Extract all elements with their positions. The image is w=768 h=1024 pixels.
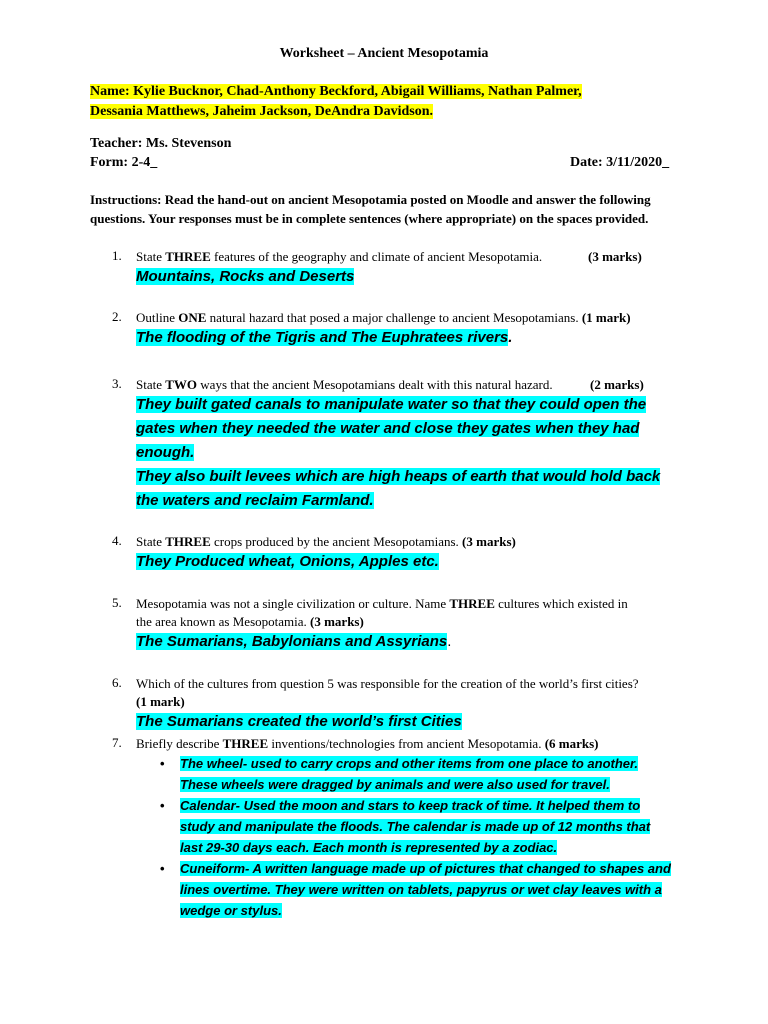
date-line: Date: 3/11/2020_ <box>570 155 670 170</box>
form-line: Form: 2-4_ <box>90 155 158 170</box>
question-text: Which of the cultures from question 5 was responsible for the creation of the world’s first cities? (1 mark) <box>136 676 639 709</box>
question-number: 3. <box>112 376 122 391</box>
question-text: State TWO ways that the ancient Mesopotamians dealt with this natural hazard. <box>136 377 553 392</box>
names-line-1: Name: Kylie Bucknor, Chad-Anthony Beckford, Abigail Williams, Nathan Palmer, <box>90 84 582 99</box>
student-names <box>90 82 582 122</box>
instructions: Instructions: Read the hand-out on ancient Mesopotamia posted on Moodle and answer the following questions. Your responses must be in complete sentences (where appropriate) on the spaces provided. <box>90 192 651 226</box>
worksheet-title: Worksheet – Ancient Mesopotamia <box>279 46 489 61</box>
question-number: 6. <box>112 675 122 690</box>
answer: They built gated canals to manipulate water so that they could open the gates when they needed the water and close they gates when they had enough. They also built levees which are high heaps of earth that would hold back the waters and reclaim Farmland. <box>136 396 661 509</box>
inventions-list <box>160 753 700 921</box>
question-text: State THREE crops produced by the ancient Mesopotamians. (3 marks) <box>136 534 516 549</box>
list-item: • The wheel- used to carry crops and other items from one place to another. These wheels were dragged by animals and were also used for travel. <box>160 753 700 795</box>
list-item: • Cuneiform- A written language made up of pictures that changed to shapes and lines overtime. They were written on tablets, papyrus or wet clay leaves with a wedge or stylus. <box>160 858 700 921</box>
question-number: 7. <box>112 735 122 750</box>
names-line-2: Dessania Matthews, Jaheim Jackson, DeAndra Davidson. <box>90 104 434 119</box>
question-number: 5. <box>112 595 122 610</box>
question-number: 4. <box>112 533 122 548</box>
bullet-icon: • <box>160 756 165 771</box>
teacher-line: Teacher: Ms. Stevenson <box>90 136 232 151</box>
list-item: • Calendar- Used the moon and stars to keep track of time. It helped them to study and manipulate the floods. The calendar is made up of 12 months that last 29-30 days each. Each month is represented by a zodiac. <box>160 795 700 858</box>
question-number: 1. <box>112 248 122 263</box>
bullet-icon: • <box>160 798 165 813</box>
question-marks: (3 marks) <box>588 249 642 264</box>
bullet-icon: • <box>160 861 165 876</box>
question-marks: (2 marks) <box>590 377 644 392</box>
answer: Mountains, Rocks and Deserts <box>136 268 355 285</box>
answer: The flooding of the Tigris and The Euphratees rivers. <box>136 329 513 346</box>
question-text: Mesopotamia was not a single civilization or culture. Name THREE cultures which existed in the area known as Mesopotamia. (3 marks) <box>136 596 628 629</box>
question-text: State THREE features of the geography and climate of ancient Mesopotamia. <box>136 249 543 264</box>
question-text: Briefly describe THREE inventions/technologies from ancient Mesopotamia. (6 marks) <box>136 736 599 751</box>
answer: The Sumarians created the world’s first Cities <box>136 713 462 730</box>
question-text: Outline ONE natural hazard that posed a major challenge to ancient Mesopotamians. (1 mark) <box>136 310 631 325</box>
answer: The Sumarians, Babylonians and Assyrians. <box>136 633 452 650</box>
question-number: 2. <box>112 309 122 324</box>
answer: They Produced wheat, Onions, Apples etc. <box>136 553 439 570</box>
